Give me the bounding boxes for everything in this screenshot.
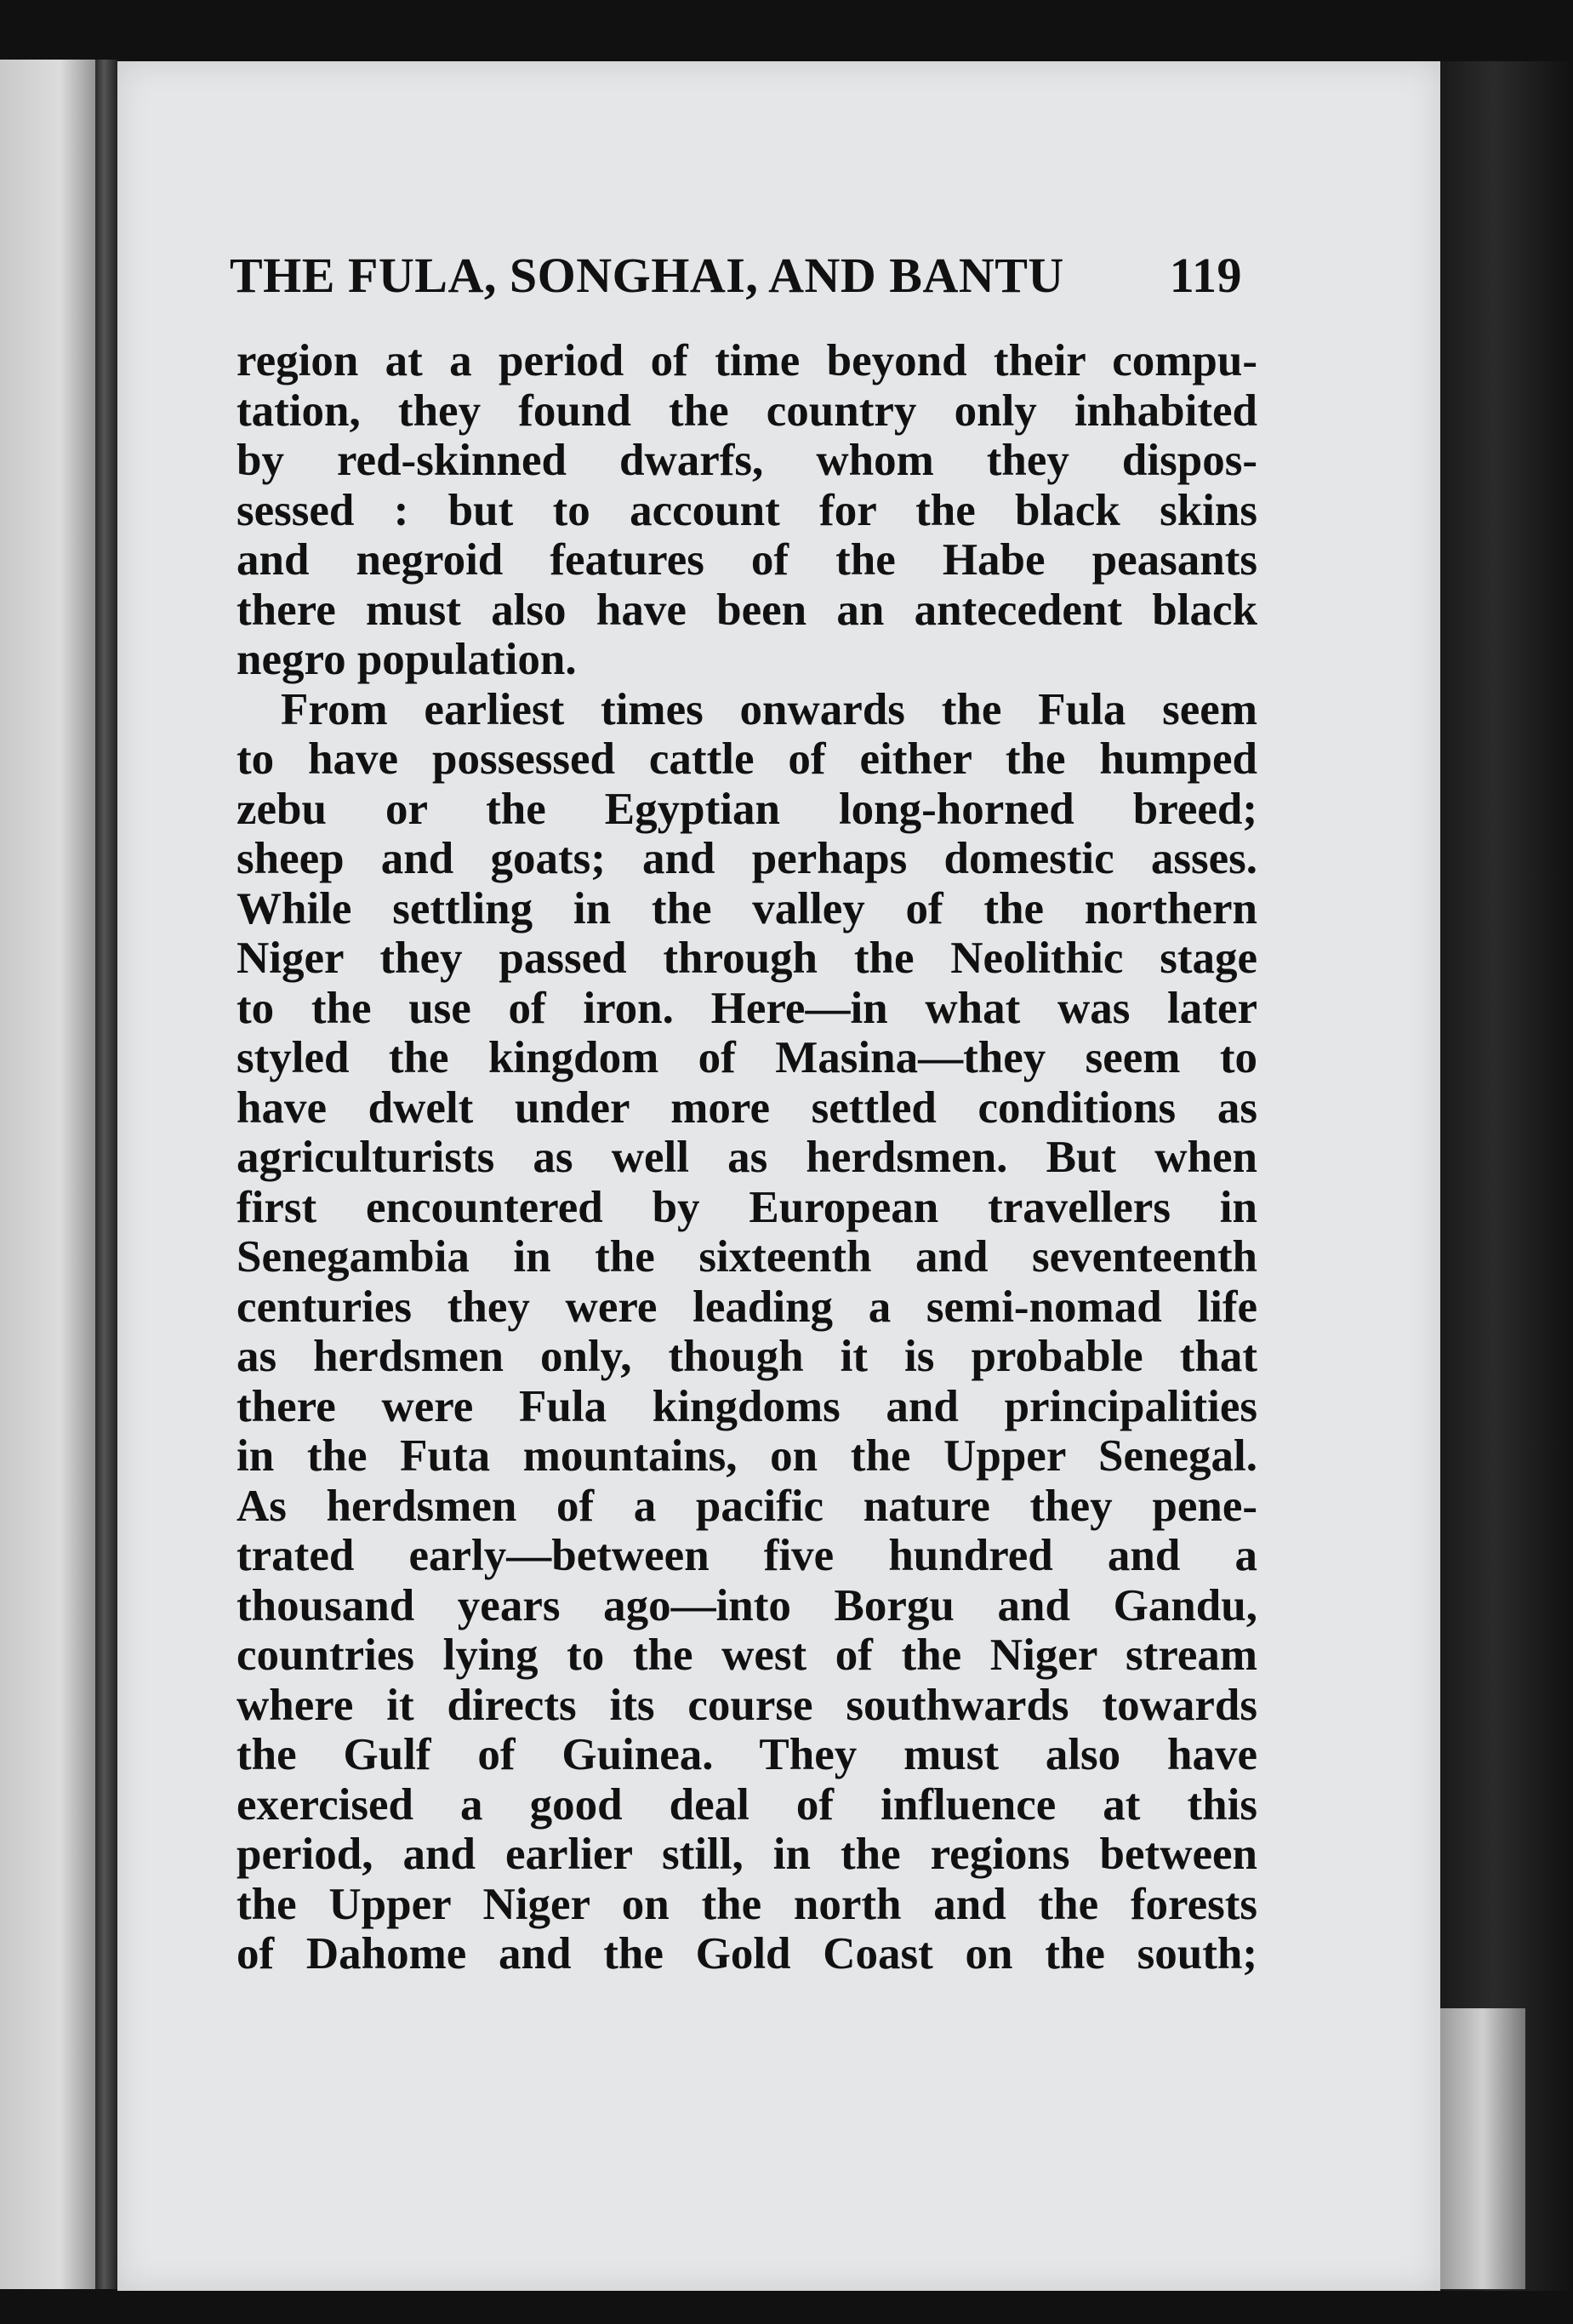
text-line: of Dahome and the Gold Coast on the south; — [237, 1929, 1257, 1979]
text-line: zebu or the Egyptian long-horned breed; — [237, 784, 1257, 834]
body-text — [237, 336, 1257, 1979]
text-line: to the use of iron. Here—in what was later — [237, 983, 1257, 1033]
text-line: As herdsmen of a pacific nature they pene- — [237, 1481, 1257, 1531]
text-line: agriculturists as well as herdsmen. But when — [237, 1133, 1257, 1182]
page-number: 119 — [1169, 248, 1242, 303]
text-line: to have possessed cattle of either the humped — [237, 734, 1257, 784]
text-line: tation, they found the country only inhabited — [237, 385, 1257, 436]
text-line: in the Futa mountains, on the Upper Senegal. — [237, 1431, 1257, 1481]
text-line: there were Fula kingdoms and principalities — [237, 1381, 1257, 1431]
text-line: by red-skinned dwarfs, whom they dispos- — [237, 436, 1257, 485]
text-line: where it directs its course southwards towards — [237, 1680, 1257, 1730]
text-line: trated early—between five hundred and a — [237, 1531, 1257, 1580]
text-line: thousand years ago—into Borgu and Gandu, — [237, 1580, 1257, 1630]
text-line: have dwelt under more settled conditions as — [237, 1082, 1257, 1133]
right-margin-shadow — [1440, 61, 1573, 2291]
page-stack-edge — [1440, 2008, 1525, 2289]
text-line: Niger they passed through the Neolithic stage — [237, 934, 1257, 983]
text-line: there must also have been an antecedent black — [237, 585, 1257, 635]
text-line: exercised a good deal of influence at this — [237, 1779, 1257, 1830]
text-line: Senegambia in the sixteenth and seventeenth — [237, 1232, 1257, 1282]
text-line: countries lying to the west of the Niger stream — [237, 1630, 1257, 1680]
running-title: THE FULA, SONGHAI, AND BANTU — [230, 248, 1064, 303]
text-line: centuries they were leading a semi-nomad life — [237, 1282, 1257, 1332]
text-line: and negroid features of the Habe peasants — [237, 535, 1257, 585]
text-line: as herdsmen only, though it is probable that — [237, 1332, 1257, 1381]
text-line: sheep and goats; and perhaps domestic asses. — [237, 834, 1257, 883]
text-line: period, and earlier still, in the regions between — [237, 1830, 1257, 1879]
text-line: From earliest times onwards the Fula seem — [281, 684, 1257, 734]
previous-page-edge — [0, 60, 100, 2289]
text-line: styled the kingdom of Masina—they seem to — [237, 1033, 1257, 1082]
text-line: the Gulf of Guinea. They must also have — [237, 1730, 1257, 1779]
page-header — [230, 247, 1242, 315]
text-line: first encountered by European travellers in — [237, 1182, 1257, 1232]
book-gutter — [95, 60, 117, 2289]
text-line: the Upper Niger on the north and the forests — [237, 1879, 1257, 1929]
text-line: region at a period of time beyond their compu- — [237, 336, 1257, 385]
text-line: sessed : but to account for the black skins — [237, 485, 1257, 535]
text-line: negro population. — [237, 635, 577, 684]
text-line: While settling in the valley of the northern — [237, 883, 1257, 934]
